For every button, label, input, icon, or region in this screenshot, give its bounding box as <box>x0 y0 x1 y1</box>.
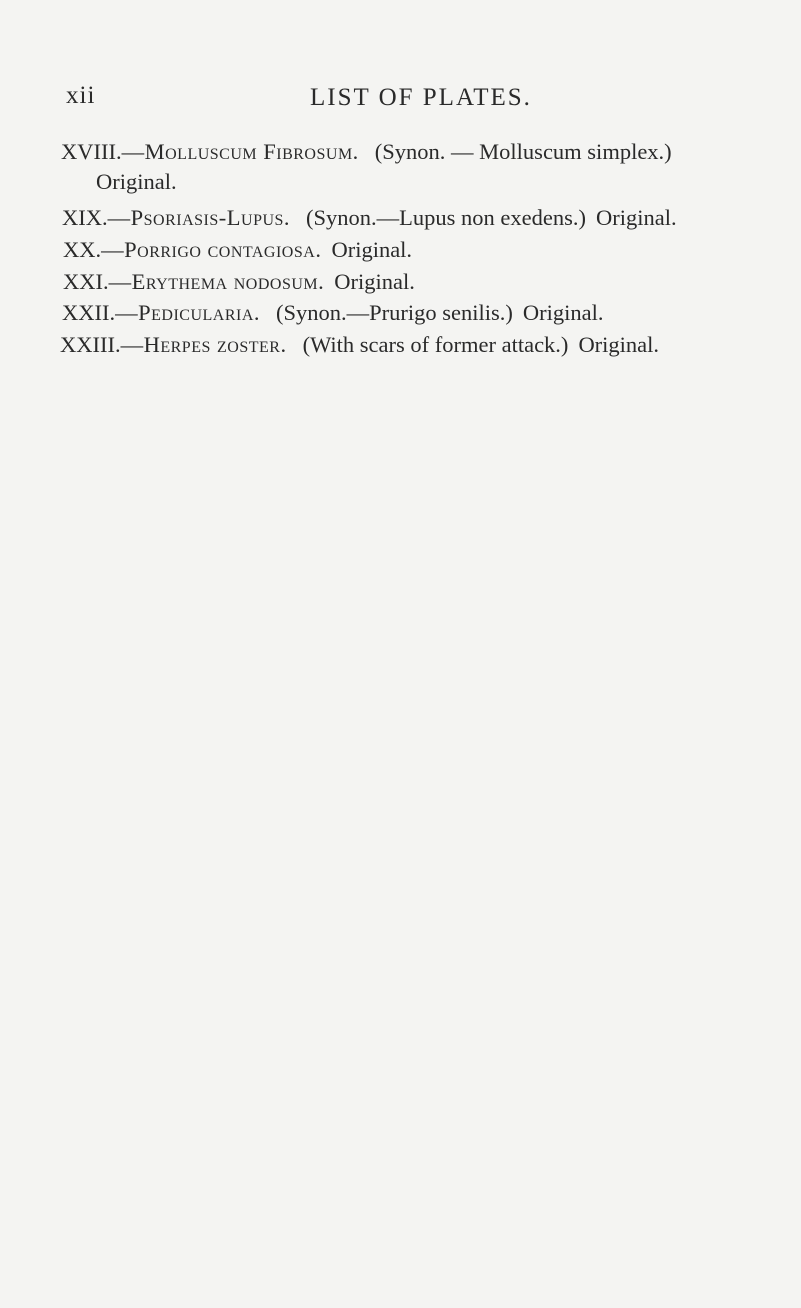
plate-numeral: XXI. <box>63 269 109 294</box>
plate-entry-xxi <box>63 268 415 296</box>
plate-numeral: XXIII. <box>60 332 121 357</box>
plate-title: —Molluscum Fibrosum. <box>121 139 359 164</box>
plate-note: (Synon.—Prurigo senilis.) <box>276 300 513 325</box>
plate-note: (Synon. — Molluscum simplex.) <box>374 139 672 164</box>
page-number: xii <box>66 82 96 109</box>
plate-source: Original. <box>96 169 177 194</box>
plate-title: —Pedicularia. <box>115 300 261 325</box>
plate-source: Original. <box>578 332 660 357</box>
plate-title: —Psoriasis-Lupus. <box>107 205 291 230</box>
plate-entry-xix <box>62 204 677 232</box>
running-title: LIST OF PLATES. <box>310 84 532 111</box>
plate-entry-xviii <box>61 138 672 166</box>
plate-source: Original. <box>596 205 677 230</box>
plate-source: Original. <box>522 300 604 325</box>
plate-source: Original. <box>331 237 413 262</box>
plate-entry-xviii-continuation <box>96 168 177 196</box>
plate-note: (With scars of former attack.) <box>302 332 569 357</box>
plate-source: Original. <box>334 269 415 294</box>
plate-numeral: XIX. <box>62 205 108 230</box>
plate-title: —Herpes zoster. <box>120 332 287 357</box>
plate-note: (Synon.—Lupus non exedens.) <box>306 205 587 230</box>
plate-numeral: XXII. <box>62 300 116 325</box>
plate-entry-xxiii <box>60 331 659 359</box>
plate-title: —Porrigo contagiosa. <box>101 237 322 262</box>
plate-entry-xx <box>63 236 412 264</box>
plate-numeral: XVIII. <box>61 139 122 164</box>
plate-title: —Erythema nodosum. <box>108 269 325 294</box>
plate-numeral: XX. <box>63 237 102 262</box>
plate-entry-xxii <box>62 299 604 327</box>
